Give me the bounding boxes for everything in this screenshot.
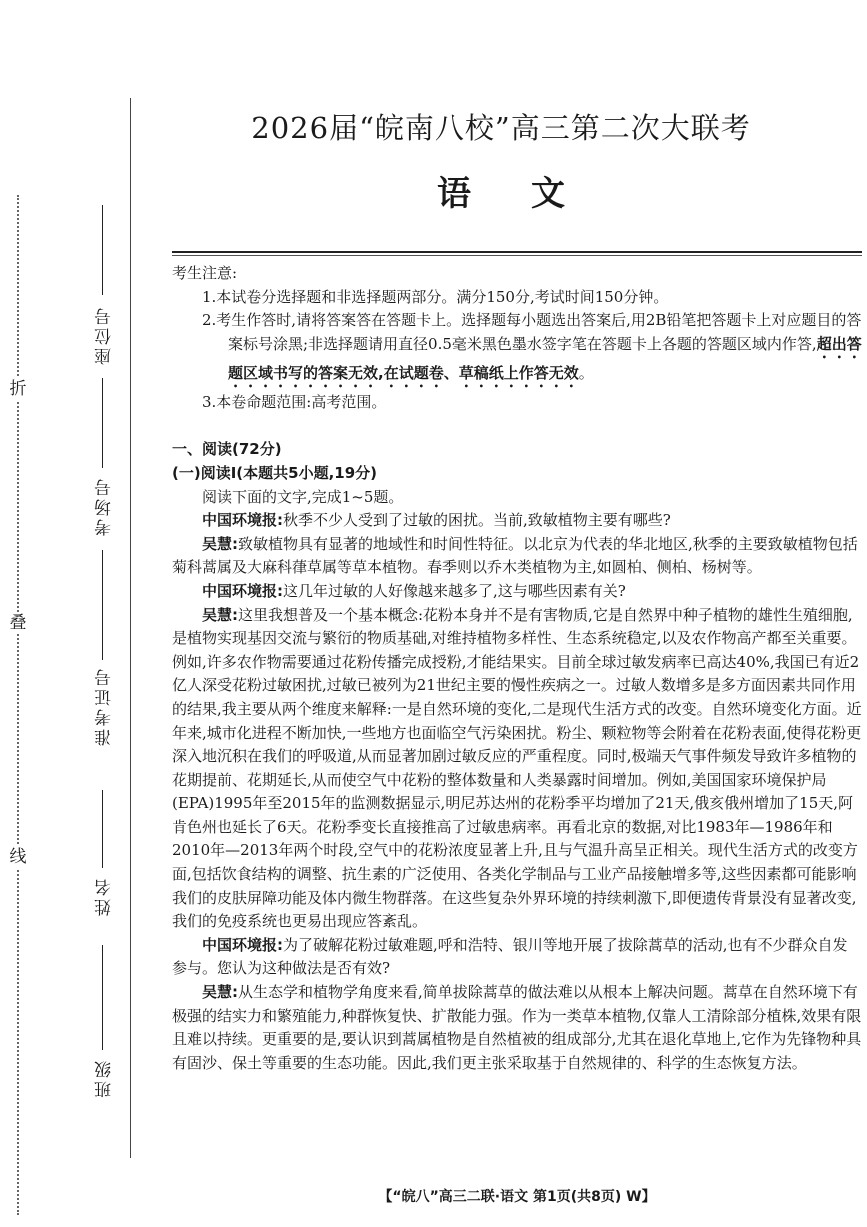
admission-number-label: 准考证号 — [95, 666, 115, 746]
fold-char-3: 线 — [9, 847, 27, 867]
dialogue-text: 从生态学和植物学角度来看,简单拔除蒿草的做法难以从根本上解决问题。蒿草在自然环境下有极强的结实力和繁殖能力,种群恢复快、扩散能力强。作为一类草本植物,仅靠人工清除部分植株,效果有限且难以持续。更重要的是,要认识到蒿属植物是自然植被的组成部分,尤其在退化草地上,它作为先锋物种具有固沙、保土等重要的生态功能。因此,我们更主张采取基于自然规律的、科学的生态恢复方法。 — [172, 983, 862, 1072]
dialogue-text: 这几年过敏的人好像越来越多了,这与哪些因素有关? — [283, 581, 626, 600]
fold-char-1: 折 — [9, 379, 27, 399]
fold-line — [17, 195, 19, 1215]
dialogue-text: 秋季不少人受到了过敏的困扰。当前,致敏植物主要有哪些? — [283, 511, 671, 530]
name-label: 姓名 — [95, 876, 115, 916]
class-field[interactable] — [88, 945, 118, 1145]
exam-room-field[interactable] — [88, 378, 118, 543]
dialogue-paragraph — [172, 934, 862, 981]
dialogue-paragraph — [172, 533, 862, 580]
notice-item-2-end: 。 — [578, 363, 594, 382]
binding-margin — [0, 0, 135, 1227]
fold-char-2: 叠 — [9, 613, 27, 633]
notice-item-2-emphasis: 超出答题区域书写的答案无效,在试题卷、草稿纸上作答无效 — [228, 334, 862, 382]
dialogue-paragraph — [172, 509, 862, 533]
notice-item-1: 1.本试卷分选择题和非选择题两部分。满分150分,考试时间150分钟。 — [202, 287, 669, 306]
dialogue-paragraph — [172, 981, 862, 1075]
section-instruction: 阅读下面的文字,完成1~5题。 — [202, 487, 404, 506]
section-subtitle: (一)阅读Ⅰ(本题共5小题,19分) — [172, 463, 378, 482]
seat-number-field[interactable] — [88, 205, 118, 375]
exam-title: 2026届“皖南八校”高三第二次大联考 — [251, 111, 751, 145]
notice-heading: 考生注意: — [172, 264, 238, 282]
notice-item-3: 3.本卷命题范围:高考范围。 — [202, 392, 387, 411]
seat-number-line — [102, 205, 103, 295]
dialogue-text: 这里我想普及一个基本概念:花粉本身并不是有害物质,它是自然界中种子植物的雄性生殖细胞,是植物实现基因交流与繁衍的物质基础,对维持植物多样性、生态系统稳定,以及农作物高产都至关重要。例如,许多农作物需要通过花粉传播完成授粉,才能结果实。目前全球过敏发病率已高达40%,我国已有近2亿人深受花粉过敏困扰,过敏已被列为21世纪主要的慢性疾病之一。过敏人数增多是多方面因素共同作用的结果,我主要从两个维度来解释:一是自然环境的变化,二是现代生活方式的改变。自然环境变化方面。近年来,城市化进程不断加快,一些地方也面临空气污染困扰。粉尘、颗粒物等会附着在花粉表面,使得花粉更深入地沉积在我们的呼吸道,从而显著加剧过敏反应的严重程度。同时,极端天气事件频发导致许多植物的花期提前、花期延长,从而使空气中花粉的整体数量和人类暴露时间增加。例如,美国国家环境保护局(EPA)1995年至2015年的监测数据显示,明尼苏达州的花粉季平均增加了21天,俄亥俄州增加了15天,阿肯色州也延长了6天。花粉季变长直接推高了过敏患病率。再看北京的数据,对比1983年—1986年和2010年—2013年两个时段,空气中的花粉浓度显著上升,且与气温升高呈正相关。现代生活方式的改变方面,包括饮食结构的调整、抗生素的广泛使用、各类化学制品与工业产品接触增多等,这些因素都可能影响我们的皮肤屏障功能及体内微生物群落。在这些复杂外界环境的持续刺激下,即便遗传背景没有显著改变,我们的免疫系统也更易出现应答紊乱。 — [172, 605, 862, 931]
speaker: 吴慧: — [202, 605, 238, 624]
subject-title: 语文 — [437, 174, 625, 214]
dialogue-paragraph — [172, 580, 862, 604]
header-rule-thin — [172, 255, 862, 256]
dialogue-text: 致敏植物具有显著的地域性和时间性特征。以北京为代表的华北地区,秋季的主要致敏植物包括菊科蒿属及大麻科葎草属等草本植物。春季则以乔木类植物为主,如圆柏、侧柏、杨树等。 — [172, 534, 858, 577]
dialogue-text: 为了破解花粉过敏难题,呼和浩特、银川等地开展了拔除蒿草的活动,也有不少群众自发参与。您认为这种做法是否有效? — [172, 935, 848, 978]
class-label: 班级 — [95, 1058, 115, 1098]
dialogue-paragraph — [172, 604, 862, 934]
admission-number-line — [102, 550, 103, 660]
admission-number-field[interactable] — [88, 550, 118, 790]
exam-room-line — [102, 378, 103, 468]
name-line — [102, 790, 103, 868]
speaker: 吴慧: — [202, 983, 238, 1002]
speaker: 中国环境报: — [202, 511, 283, 530]
header-rule — [172, 251, 862, 253]
speaker: 中国环境报: — [202, 935, 283, 954]
seat-number-label: 座位号 — [95, 305, 115, 365]
class-line — [102, 945, 103, 1050]
notice-item-2-text: 2.考生作答时,请将答案答在答题卡上。选择题每小题选出答案后,用2B铅笔把答题卡上对应题目的答案标号涂黑;非选择题请用直径0.5毫米黑色墨水签字笔在答题卡上各题的答题区域内作答, — [202, 311, 862, 353]
section-title: 一、阅读(72分) — [172, 440, 282, 459]
margin-divider — [130, 98, 131, 1158]
page-footer: 【“皖八”高三二联·语文 第1页(共8页) W】 — [378, 1189, 656, 1205]
exam-room-label: 考场号 — [95, 476, 115, 536]
notice-item-2 — [172, 309, 862, 391]
exam-content — [172, 262, 862, 1075]
name-field[interactable] — [88, 790, 118, 940]
speaker: 中国环境报: — [202, 581, 283, 600]
speaker: 吴慧: — [202, 534, 238, 553]
